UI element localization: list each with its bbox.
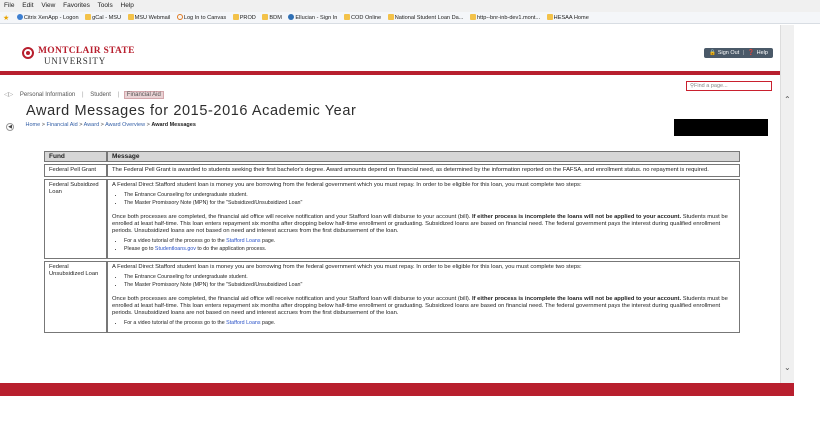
links-list: [124, 238, 735, 253]
page-icon: [262, 14, 268, 20]
page-scrollbar[interactable]: [780, 25, 794, 383]
site-header: [0, 25, 780, 75]
university-seal-icon: [22, 47, 34, 59]
scroll-down-icon[interactable]: ⌄: [784, 363, 791, 372]
message-intro: A Federal Direct Stafford student loan is money you are borrowing from the federal government which you must repay. In order to be eligible for this loan, you must complete two steps:: [112, 264, 582, 270]
award-messages-table: [44, 149, 740, 335]
page-icon: [233, 14, 239, 20]
favorite-link[interactable]: Citrix XenApp - Logon: [17, 14, 79, 21]
table-row: [44, 164, 740, 177]
favorite-link[interactable]: Log In to Canvas: [177, 14, 226, 21]
help-button[interactable]: Help: [756, 50, 768, 56]
menu-view[interactable]: View: [41, 2, 56, 9]
stafford-loans-link[interactable]: Stafford Loans: [226, 320, 261, 326]
list-item: • The Master Promissory Note (MPN) for the "Subsidized/Unsubsidized Loan": [124, 200, 735, 207]
page-viewport: [0, 25, 780, 383]
tab-student[interactable]: Student: [90, 92, 111, 98]
table-header-row: [44, 151, 740, 162]
window-bottom-area: [0, 396, 820, 423]
fund-message: The Federal Pell Grant is awarded to students seeking their first bachelor's degree. Award amounts depend on financial need, as determined by the information reported on the FAFSA, and enrollment status. no repayment is required.: [107, 164, 740, 177]
list-item: • The Entrance Counseling for undergraduate student.: [124, 274, 735, 281]
header-divider: [0, 71, 780, 75]
breadcrumb: ◀ Home > Financial Aid > Award > Award Overview > Award Messages: [6, 122, 196, 131]
redacted-block: [674, 119, 768, 136]
find-page-input[interactable]: ⚲Find a page...: [686, 81, 772, 91]
menu-edit[interactable]: Edit: [22, 2, 34, 9]
search-icon: ⚲: [690, 83, 695, 89]
menu-favorites[interactable]: Favorites: [63, 2, 90, 9]
message-intro: A Federal Direct Stafford student loan is money you are borrowing from the federal government which you must repay. In order to be eligible for this loan, you must complete two steps:: [112, 182, 582, 188]
breadcrumb-financial-aid[interactable]: Financial Aid: [46, 122, 78, 128]
list-item: • Please go to Studentloans.gov to do the application process.: [124, 246, 735, 253]
nav-scroll-arrows-icon[interactable]: ◁▷: [4, 92, 14, 98]
breadcrumb-home[interactable]: Home: [25, 122, 41, 128]
message-paragraph: Once both processes are completed, the financial aid office will receive notification and your Stafford loan will disburse to your account (bill). If either process is incomplete the loans will not be applied to your account. Students must be enrolled at least half-time. This loan enters repayment six months after dropping below half-time enrollment or graduating. Subsidized loans are based on financial need. The federal government pays the interest during qualified enrollment periods. Unsubsidized loans are not based on need and interest accrues from the first disbursement of the loan.: [112, 214, 728, 234]
links-list: [124, 320, 735, 327]
page-icon: [344, 14, 350, 20]
help-icon: ❓: [747, 50, 755, 56]
favorite-link[interactable]: http--bnr-inb-dev1.mont...: [470, 14, 540, 21]
favorite-link[interactable]: Ellucian - Sign In: [288, 14, 337, 21]
warning-text: If either process is incomplete the loans will not be applied to your account.: [472, 214, 682, 220]
tab-financial-aid[interactable]: Financial Aid: [124, 91, 164, 99]
breadcrumb-current: Award Messages: [151, 122, 196, 128]
steps-list: [124, 192, 735, 207]
list-item: • For a video tutorial of the process go to the Stafford Loans page.: [124, 238, 735, 245]
logo-name-line2: UNIVERSITY: [44, 56, 106, 66]
list-item: • The Master Promissory Note (MPN) for the "Subsidized/Unsubsidized Loan": [124, 282, 735, 289]
account-controls: 🔒 Sign Out | ❓ Help: [704, 48, 773, 58]
warning-text: If either process is incomplete the loans will not be applied to your account.: [472, 296, 682, 302]
page-icon: [128, 14, 134, 20]
canvas-icon: [177, 14, 183, 20]
back-arrow-icon[interactable]: ◀: [6, 123, 14, 131]
ellucian-icon: [288, 14, 294, 20]
list-item: • For a video tutorial of the process go to the Stafford Loans page.: [124, 320, 735, 327]
globe-icon: [17, 14, 23, 20]
list-item: • The Entrance Counseling for undergraduate student.: [124, 192, 735, 199]
favorite-link[interactable]: PROD: [233, 14, 256, 21]
tab-personal-information[interactable]: Personal Information: [19, 92, 76, 98]
breadcrumb-award[interactable]: Award: [83, 122, 100, 128]
calendar-icon: [85, 14, 91, 20]
table-row: [44, 261, 740, 333]
favorite-link[interactable]: MSU Webmail: [128, 14, 171, 21]
lock-icon: 🔒: [709, 50, 716, 56]
fund-message: [107, 261, 740, 333]
page-icon: [547, 14, 553, 20]
favorite-link[interactable]: gCal - MSU: [85, 14, 121, 21]
sign-out-button[interactable]: Sign Out: [717, 50, 740, 56]
menu-file[interactable]: File: [4, 2, 15, 9]
favorite-link[interactable]: National Student Loan Da...: [388, 14, 464, 21]
page-title: Award Messages for 2015-2016 Academic Year: [26, 103, 357, 119]
site-footer: [0, 383, 794, 396]
favorite-link[interactable]: BDM: [262, 14, 281, 21]
favorite-link[interactable]: COD Online: [344, 14, 381, 21]
studentloans-gov-link[interactable]: Studentloans.gov: [154, 246, 196, 252]
menu-help[interactable]: Help: [120, 2, 134, 9]
fund-name: Federal Pell Grant: [44, 164, 107, 177]
table-row: [44, 179, 740, 259]
page-icon: [388, 14, 394, 20]
column-header-fund: Fund: [44, 151, 107, 162]
favorite-link[interactable]: HESAA Home: [547, 14, 589, 21]
menu-tools[interactable]: Tools: [97, 2, 113, 9]
steps-list: [124, 274, 735, 289]
browser-menu-bar: [0, 0, 820, 12]
scroll-up-icon[interactable]: ⌃: [784, 95, 791, 104]
main-nav-tabs: ◁▷ Personal Information | Student | Financial Aid: [4, 91, 167, 99]
fund-name: Federal Subsidized Loan: [44, 179, 107, 259]
stafford-loans-link[interactable]: Stafford Loans: [226, 238, 261, 244]
page-icon: [470, 14, 476, 20]
fund-name: Federal Unsubsidized Loan: [44, 261, 107, 333]
logo-name-line1: MONTCLAIR STATE: [38, 46, 135, 56]
favorites-bar: [0, 12, 820, 24]
breadcrumb-award-overview[interactable]: Award Overview: [105, 122, 146, 128]
favorites-star-icon[interactable]: ★: [3, 15, 10, 22]
fund-message: [107, 179, 740, 259]
column-header-message: Message: [107, 151, 740, 162]
message-paragraph: Once both processes are completed, the financial aid office will receive notification and your Stafford loan will disburse to your account (bill). If either process is incomplete the loans will not be applied to your account. Students must be enrolled at least half-time. This loan enters repayment six months after dropping below half-time enrollment or graduating. Subsidized loans are based on financial need. The federal government pays the interest during qualified enrollment periods. Unsubsidized loans are not based on need and interest accrues from the first disbursement of the loan.: [112, 296, 728, 316]
